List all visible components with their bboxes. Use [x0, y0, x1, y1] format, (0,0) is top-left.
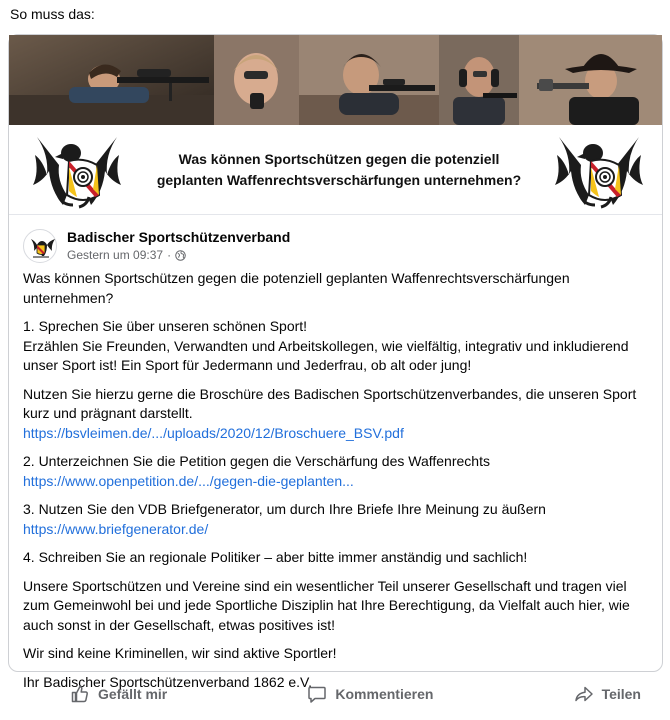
comment-label: Kommentieren [335, 686, 434, 702]
intro-text: So muss das: [10, 6, 95, 22]
avatar[interactable] [23, 229, 57, 263]
photo-rifle-shooter-man [299, 35, 439, 125]
photo-pistol-shooter-woman [214, 35, 299, 125]
post-header [23, 227, 643, 267]
banner-image[interactable] [9, 35, 662, 215]
point1-paragraph: 1. Sprechen Sie über unseren schönen Sport! Erzählen Sie Freunden, Verwandten und Arbeitskollegen, wie vielfältig, integrativ und inkludierend unser Sport ist! Ein Sport für Jedermann und Jederfrau, ob alt oder jung! [23, 318, 629, 373]
like-button[interactable] [70, 684, 167, 704]
point2-paragraph: 2. Unterzeichnen Sie die Petition gegen die Verschärfung des Waffenrechts https://www.openpetition.de/.../gegen-die-geplanten... [23, 452, 649, 491]
photo-shooter-ear-protection [439, 35, 519, 125]
comment-icon [307, 684, 327, 704]
banner-headline [149, 149, 529, 191]
post-author[interactable]: Badischer Sportschützenverband [67, 229, 291, 245]
thumbs-up-icon [70, 684, 90, 704]
share-arrow-icon [574, 684, 594, 704]
brochure-link[interactable]: https://bsvleimen.de/.../uploads/2020/12/Broschuere_BSV.pdf [23, 424, 404, 441]
point3-paragraph: 3. Nutzen Sie den VDB Briefgenerator, um durch Ihre Briefe Ihre Meinung zu äußern https://www.briefgenerator.de/ [23, 500, 649, 539]
photo-cowboy-shooter [519, 35, 662, 125]
photo-strip [9, 35, 662, 125]
banner-body [9, 125, 662, 215]
brochure-paragraph: Nutzen Sie hierzu gerne die Broschüre des Badischen Sportschützenverbandes, die unseren Sport kurz und prägnant darstellt. https://bsvleimen.de/.../uploads/2020/12/Broschuere_BSV.pdf [23, 385, 649, 444]
society-paragraph: Unsere Sportschützen und Vereine sind ein wesentlicher Teil unserer Gesellschaft und tragen viel zum Gemeinwohl bei und jede Sportliche Disziplin hat Ihre Berechtigung, da Vielfalt auch hier, wie auch sonst in der Gesellschaft, etwas positives ist! [23, 577, 630, 633]
point4-paragraph: 4. Schreiben Sie an regionale Politiker – aber bitte immer anständig und sachlich! [23, 549, 528, 565]
signature-paragraph: Ihr Badischer Sportschützenverband 1862 e.V. [23, 673, 313, 690]
briefgenerator-link[interactable]: https://www.briefgenerator.de/ [23, 520, 209, 537]
photo-prone-shooter [9, 35, 214, 125]
globe-icon[interactable] [175, 250, 186, 261]
post-timestamp[interactable]: Gestern um 09:37 [67, 248, 164, 262]
like-label: Gefällt mir [98, 686, 168, 702]
shared-post-card [8, 34, 663, 690]
comment-button[interactable] [307, 684, 433, 704]
griffin-crest-icon [31, 131, 123, 211]
share-button[interactable] [574, 684, 641, 704]
banner-headline-line1: Was können Sportschützen gegen die potenziell [178, 151, 500, 167]
petition-link[interactable]: https://www.openpetition.de/.../gegen-die-geplanten... [23, 472, 354, 489]
griffin-crest-icon [553, 131, 645, 211]
post-intro-paragraph: Was können Sportschützen gegen die potenziell geplanten Waffenrechtsverschärfungen unternehmen? [23, 270, 570, 306]
not-criminals-paragraph: Wir sind keine Kriminellen, wir sind aktive Sportler! [23, 645, 337, 661]
post-meta [67, 248, 186, 262]
share-label: Teilen [601, 686, 641, 702]
post-text [23, 269, 649, 701]
post-actions-bar [8, 674, 663, 714]
meta-separator: · [167, 248, 172, 262]
banner-headline-line2: geplanten Waffenrechtsverschärfungen unternehmen? [156, 172, 522, 188]
